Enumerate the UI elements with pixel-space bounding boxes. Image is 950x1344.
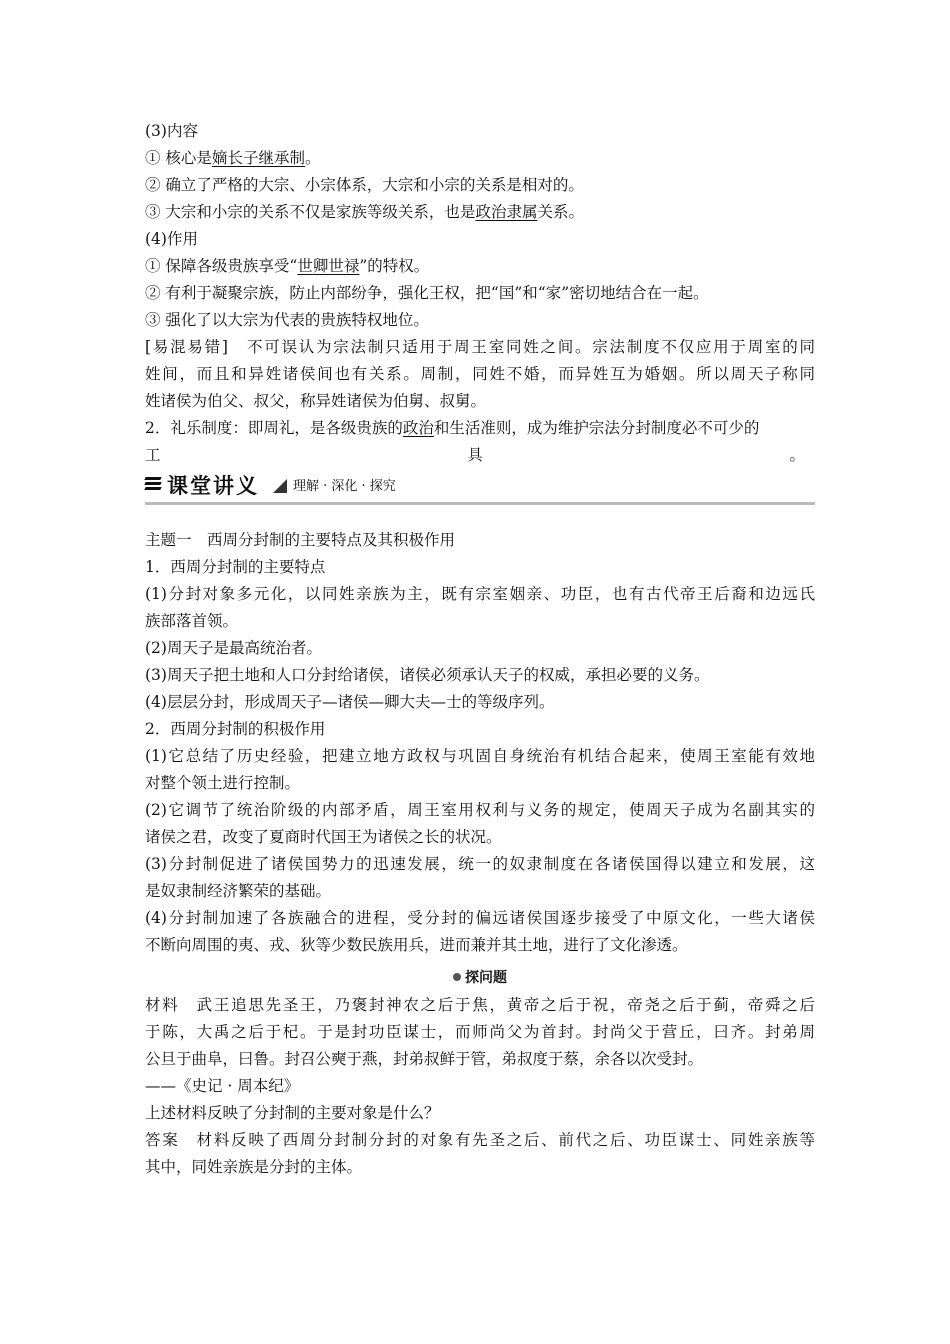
rites-line-2: 工 具 。 xyxy=(145,446,805,464)
section-banner xyxy=(145,471,815,511)
content-item-3: ③ 大宗和小宗的关系不仅是家族等级关系，也是政治隶属关系。 xyxy=(145,203,584,221)
effect-item-3: ③ 强化了以大宗为代表的贵族特权地位。 xyxy=(145,311,429,329)
material-text: 材料 武王追思先圣王，乃褒封神农之后于焦，黄帝之后于祝，帝尧之后于蓟，帝舜之后 于陈，大禹之后于杞。于是封功臣谋士，而师尚父为首封。封尚父于营丘，曰齐。封弟周 公旦于曲阜，曰鲁。封召公奭于燕，封弟叔鲜于管，弟叔度于蔡，余各以次受封。 xyxy=(145,996,815,1068)
role-heading: 2．西周分封制的积极作用 xyxy=(145,720,326,738)
content-item-2: ② 确立了严格的大宗、小宗体系，大宗和小宗的关系是相对的。 xyxy=(145,176,584,194)
document-page xyxy=(145,118,815,1181)
role-4: (4)分封制加速了各族融合的进程，受分封的偏远诸侯国逐步接受了中原文化，一些大诸侯 不断向周围的夷、戎、狄等少数民族用兵，进而兼并其土地，进行了文化渗透。 xyxy=(145,909,815,954)
banner-title: 课堂讲义 xyxy=(167,474,259,498)
role-3: (3)分封制促进了诸侯国势力的迅速发展，统一的奴隶制度在各诸侯国得以建立和发展，这 是奴隶制经济繁荣的基础。 xyxy=(145,855,815,900)
role-2: (2)它调节了统治阶级的内部矛盾，周王室用权利与义务的规定，使周天子成为名副其实的 诸侯之君，改变了夏商时代国王为诸侯之长的状况。 xyxy=(145,801,815,846)
answer-blank: 政治 xyxy=(402,419,434,437)
content-heading: (3)内容 xyxy=(145,122,198,140)
banner-rule xyxy=(145,502,815,505)
inquiry-answer: 答案 材料反映了西周分封制分封的对象有先圣之后、前代之后、功臣谋士、同姓亲族等 其中，同姓亲族是分封的主体。 xyxy=(145,1131,815,1176)
content-item-1: ① 核心是嫡长子继承制。 xyxy=(145,149,321,167)
answer-blank: 嫡长子继承制 xyxy=(211,149,305,167)
material-source: ——《史记 · 周本纪》 xyxy=(145,1077,300,1095)
role-1: (1)它总结了历史经验，把建立地方政权与巩固自身统治有机结合起来，使周王室能有效地 对整个领土进行控制。 xyxy=(145,747,815,792)
answer-blank: 政治隶属 xyxy=(475,203,538,221)
bullet-icon xyxy=(453,973,461,981)
answer-blank: 世卿世禄 xyxy=(297,257,360,275)
feature-2: (2)周天子是最高统治者。 xyxy=(145,639,322,657)
confusion-note: [易混易错] 不可误认为宗法制只适用于周王室同姓之间。宗法制度不仅应用于周室的同 姓间，而且和异姓诸侯间也有关系。周制，同姓不婚，而异姓互为婚姻。所以周天子称同 姓诸侯为伯父、叔父，称异姓诸侯为伯舅、叔舅。 xyxy=(145,338,815,410)
effect-item-1: ① 保障各级贵族享受“世卿世禄”的特权。 xyxy=(145,257,430,275)
stripes-icon xyxy=(145,477,161,493)
features-heading: 1．西周分封制的主要特点 xyxy=(145,558,326,576)
feature-4: (4)层层分封，形成周天子—诸侯—卿大夫—士的等级序列。 xyxy=(145,693,555,711)
effect-heading: (4)作用 xyxy=(145,230,198,248)
inquiry-heading: 探问题 xyxy=(145,965,815,992)
feature-1: (1)分封对象多元化，以同姓亲族为主，既有宗室姻亲、功臣，也有古代帝王后裔和边远氏 族部落首领。 xyxy=(145,585,815,630)
banner-subtitle: 理解 · 深化 · 探究 xyxy=(293,479,396,494)
effect-item-2: ② 有利于凝聚宗族，防止内部纷争，强化王权，把“国”和“家”密切地结合在一起。 xyxy=(145,284,709,302)
triangle-icon xyxy=(273,479,287,493)
topic-heading: 主题一 西周分封制的主要特点及其积极作用 xyxy=(145,531,456,549)
inquiry-question: 上述材料反映了分封制的主要对象是什么？ xyxy=(145,1104,440,1122)
feature-3: (3)周天子把土地和人口分封给诸侯，诸侯必须承认天子的权威，承担必要的义务。 xyxy=(145,666,710,684)
rites-line-1: 2．礼乐制度：即周礼，是各级贵族的政治和生活准则，成为维护宗法分封制度必不可少的 xyxy=(145,419,760,437)
